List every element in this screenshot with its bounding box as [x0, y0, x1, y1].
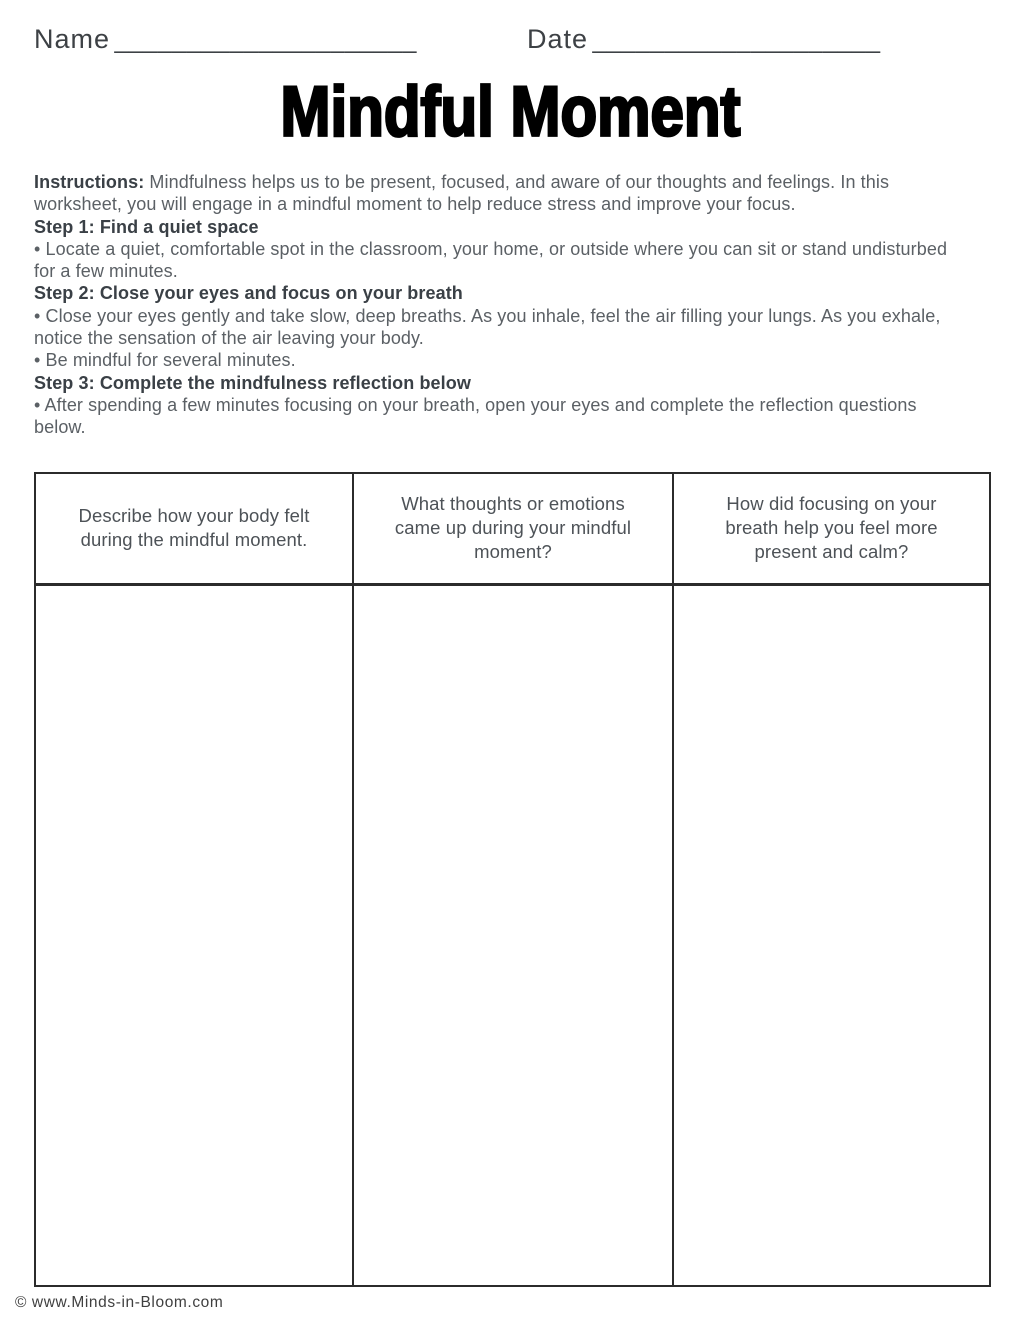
name-field [34, 24, 527, 55]
instructions-intro [34, 171, 950, 216]
instructions-block [34, 171, 950, 439]
name-date-row [34, 24, 987, 64]
step3-bullet-reflection: • After spending a few minutes focusing on your breath, open your eyes and complete the reflection questions below. [34, 394, 917, 438]
reflection-table [34, 472, 991, 1287]
answer-cell-breath-calm [673, 585, 990, 1286]
reflection-table-answer-row [35, 585, 990, 1286]
date-label: Date [527, 24, 589, 54]
name-blank-line: _____________________ [114, 26, 417, 54]
step2-heading: Step 2: Close your eyes and focus on your breath [34, 283, 463, 304]
table-header-thoughts-emotions: What thoughts or emotions came up during your mindful moment? [353, 473, 673, 585]
answer-cell-thoughts-emotions [353, 585, 673, 1286]
date-blank-line: ____________________ [592, 26, 881, 54]
step1-heading: Step 1: Find a quiet space [34, 216, 259, 237]
answer-cell-body-felt [35, 585, 353, 1286]
step3-heading: Step 3: Complete the mindfulness reflection below [34, 372, 471, 393]
table-header-body-felt: Describe how your body felt during the mindful moment. [35, 473, 353, 585]
date-field [527, 24, 881, 55]
page-title: Mindful Moment [280, 72, 741, 152]
step2-bullet-deep-breaths: • Close your eyes gently and take slow, deep breaths. As you inhale, feel the air filling your lungs. As you exhale, notice the sensation of the air leaving your body. [34, 305, 941, 349]
step1-bullet-locate-spot: • Locate a quiet, comfortable spot in the classroom, your home, or outside where you can sit or stand undisturbed for a few minutes. [34, 238, 948, 282]
copyright-footer: © www.Minds-in-Bloom.com [15, 1293, 224, 1311]
table-header-breath-calm: How did focusing on your breath help you feel more present and calm? [673, 473, 990, 585]
instructions-label: Instructions: [34, 172, 145, 192]
instructions-intro-text: Mindfulness helps us to be present, focused, and aware of our thoughts and feelings. In this worksheet, you will engage in a mindful moment to help reduce stress and improve your focus. [34, 172, 890, 215]
name-label: Name [34, 24, 111, 54]
reflection-table-header-row [35, 473, 990, 585]
step2-bullet-be-mindful: • Be mindful for several minutes. [34, 350, 296, 371]
